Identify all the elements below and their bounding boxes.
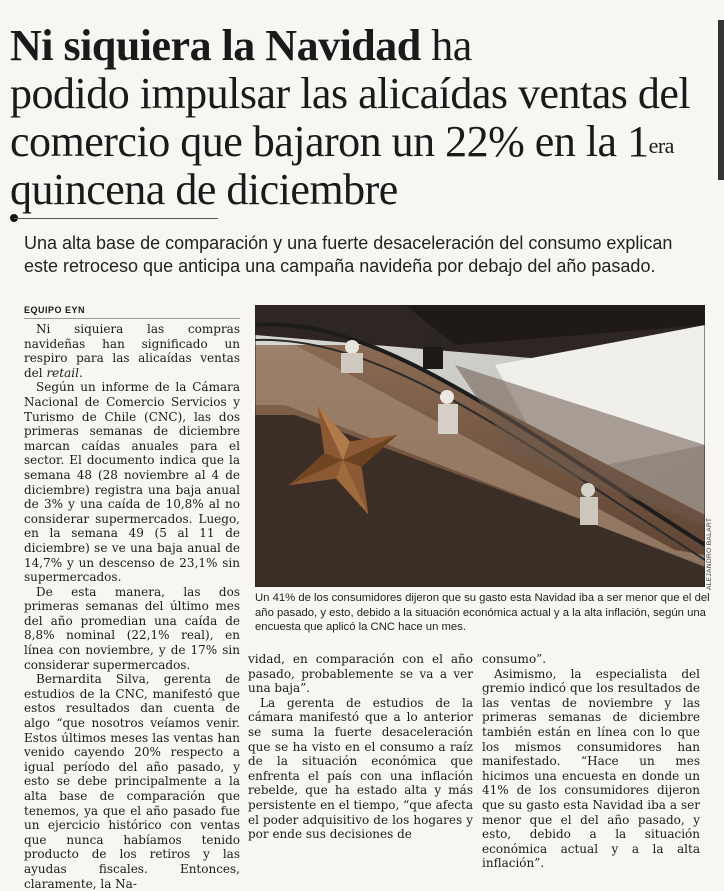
paragraph: [24, 322, 240, 380]
headline-superscript: era: [648, 133, 674, 158]
deck-subtitle: Una alta base de comparación y una fuerte desaceleración del consumo explican este retroceso que anticipa una campaña navideña por debajo del año pasado.: [24, 233, 673, 276]
headline-rule: [14, 218, 218, 219]
paragraph: Asimismo, la especialista del gremio indicó que los resultados de las ventas de noviembre y las primeras semanas de diciembre también están en línea con lo que los mismos consumidores han manifestado. “Hace un mes hicimos una encuesta en donde un 41% de los consumidores dijeron que su gasto esta Navidad iba a ser menor que el del año pasado, y esto, debido a la situación económica actual y a la alta inflación”.: [482, 666, 700, 871]
column-2: [248, 652, 473, 842]
photo-credit: ALEJANDRO BALART: [706, 517, 713, 590]
paragraph: vidad, en comparación con el año pasado, probablemente se va a ver una baja”.: [248, 652, 473, 696]
paragraph: Bernardita Silva, gerenta de estudios de la CNC, manifestó que estos resultados dan cuenta de algo “que nosotros veíamos venir. Estos últimos meses las ventas han venido cayendo 20% respecto a igual período del año pasado, y esto se debe principalmente a la alta base de comparación que tenemos, ya que el año pasado fue un ejercicio histórico con ventas que nunca habíamos tenido producto de los retiros y las ayudas fiscales. Entonces, claramente, la Na-: [24, 672, 240, 891]
paragraph-text: .: [78, 365, 83, 380]
byline: EQUIPO EYN: [24, 305, 86, 315]
paragraph: Según un informe de la Cámara Nacional de Comercio Servicios y Turismo de Chile (CNC), las dos primeras semanas de diciembre marcan caídas anuales para el sector. El documento indica que la semana 48 (28 noviembre al 4 de diciembre) registra una baja anual de 3% y una caída de 10,8% al no considerar supermercados. Luego, en la semana 49 (5 al 11 de diciembre) se ve una baja anual de 14,7% y un descenso de 23,1% sin supermercados.: [24, 380, 240, 585]
italic-word: retail: [46, 365, 79, 380]
headline-line1-rest: ha: [420, 21, 472, 70]
paragraph: consumo”.: [482, 652, 547, 666]
paragraph: De esta manera, las dos primeras semanas del último mes del año promedian una caída de 8,8% nominal (22,1% real), en línea con noviembre, y de 17% sin considerar supermercados.: [24, 584, 240, 672]
escalator-photo-illustration: [255, 305, 705, 587]
headline-line4: quincena de diciembre: [10, 165, 398, 214]
photo-caption: Un 41% de los consumidores dijeron que su gasto esta Navidad iba a ser menor que el del año pasado, y esto, debido a la situación económica actual y a la alta inflación, según una encuesta que aplicó la CNC hace un mes.: [255, 592, 710, 633]
escalator-photo: [255, 305, 705, 587]
headline-line2: podido impulsar las alicaídas ventas del: [10, 69, 691, 118]
column-1: [24, 322, 240, 891]
page-edge: [718, 20, 724, 180]
headline-bold: Ni siquiera la Navidad: [10, 21, 421, 70]
paragraph: La gerenta de estudios de la cámara manifestó que a lo anterior se suma la fuerte desaceleración que se ha visto en el consumo a raíz de la situación económica que enfrenta el país con una inflación rebelde, que ha estado alta y más persistente en el tiempo, “que afecta el poder adquisitivo de los hogares y por ende sus decisiones de: [248, 695, 473, 842]
paragraph-text: Ni siquiera las compras navideñas han significado un respiro para las alicaídas ventas del: [24, 322, 240, 380]
byline-rule: [24, 318, 240, 319]
headline: [10, 22, 700, 214]
column-3: [482, 652, 700, 871]
headline-line3: comercio que bajaron un 22% en la 1: [10, 117, 649, 166]
